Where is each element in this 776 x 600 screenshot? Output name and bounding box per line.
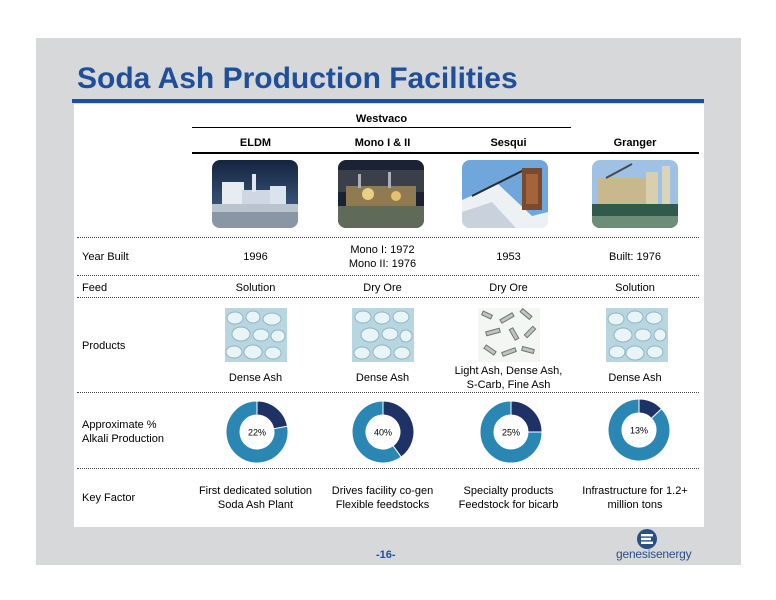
page-title: Soda Ash Production Facilities [77, 62, 518, 95]
column-header-eldm: ELDM [239, 137, 272, 149]
row-divider [77, 392, 699, 393]
products-granger: Dense Ash [608, 372, 662, 384]
group-header-rule [192, 127, 571, 128]
donut-label-mono: 40% [373, 427, 393, 438]
key-factor-eldm: First dedicated solution Soda Ash Plant [198, 485, 313, 511]
products-eldm: Dense Ash [228, 372, 283, 384]
year-built-sesqui: 1953 [496, 251, 521, 263]
feed-sesqui: Dry Ore [489, 282, 528, 294]
alkali-donut-mono [350, 399, 416, 465]
mono-plant-photo [338, 160, 424, 228]
row-divider [77, 275, 699, 276]
key-factor-sesqui: Specialty products Feedstock for bicarb [458, 485, 559, 511]
year-built-eldm: 1996 [243, 251, 268, 263]
alkali-donut-eldm [224, 399, 290, 465]
donut-label-granger: 13% [629, 425, 649, 436]
dense-ash-crystal-image [606, 308, 668, 362]
logo-wordmark: genesisenergy [616, 547, 692, 561]
donut-label-eldm: 22% [247, 427, 267, 438]
row-label-year-built: Year Built [82, 251, 129, 263]
dense-ash-crystal-image [225, 308, 287, 362]
column-header-granger: Granger [613, 137, 657, 149]
row-label-key-factor: Key Factor [82, 492, 136, 504]
page-number: -16- [376, 549, 396, 561]
alkali-donut-sesqui [478, 399, 544, 465]
row-label-products: Products [82, 340, 126, 352]
column-header-sesqui: Sesqui [490, 137, 527, 149]
alkali-donut-granger [606, 397, 672, 463]
row-divider [77, 237, 699, 238]
row-divider [77, 468, 699, 469]
mixed-ash-crystal-image [478, 308, 540, 362]
products-sesqui: Light Ash, Dense Ash, S-Carb, Fine Ash [454, 365, 563, 391]
title-underline [72, 99, 704, 103]
key-factor-mono: Drives facility co-gen Flexible feedstocks [331, 485, 434, 511]
group-header-westvaco: Westvaco [355, 113, 408, 125]
year-built-mono: Mono I: 1972 Mono II: 1976 [348, 244, 417, 270]
row-label-feed: Feed [82, 282, 108, 294]
donut-label-sesqui: 25% [501, 427, 521, 438]
row-label-alkali: Approximate % Alkali Production [82, 419, 164, 445]
feed-eldm: Solution [235, 282, 276, 294]
sesqui-plant-photo [462, 160, 548, 228]
year-built-granger: Built: 1976 [609, 251, 661, 263]
dense-ash-crystal-image [352, 308, 414, 362]
feed-granger: Solution [615, 282, 655, 294]
key-factor-granger: Infrastructure for 1.2+ million tons [582, 485, 688, 511]
feed-mono: Dry Ore [363, 282, 402, 294]
granger-plant-photo [592, 160, 678, 228]
column-header-mono: Mono I & II [354, 137, 411, 149]
header-rule [192, 152, 699, 154]
eldm-plant-photo [212, 160, 298, 228]
row-divider [77, 297, 699, 298]
donut-slice-eldm-share [257, 401, 287, 429]
products-mono: Dense Ash [355, 372, 410, 384]
